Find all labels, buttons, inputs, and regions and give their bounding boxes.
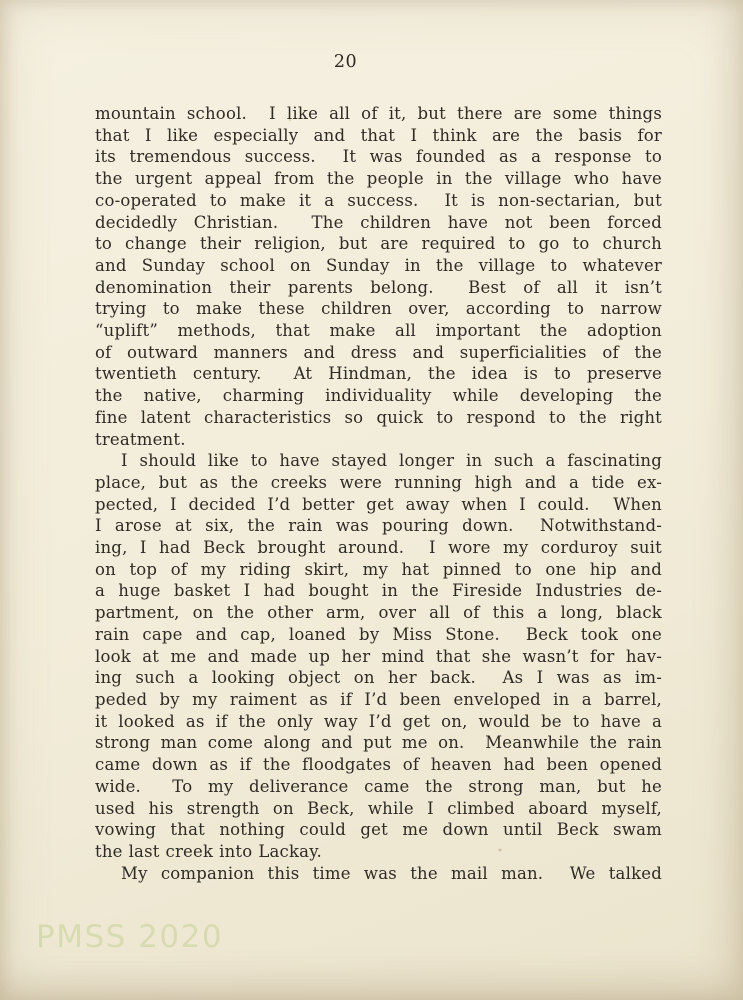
- text-line: pected, I decided I’d better get away when I could. When: [95, 494, 662, 514]
- text-line: fine latent characteristics so quick to respond to the right: [95, 407, 662, 427]
- text-line: its tremendous success. It was founded as a response to: [95, 147, 662, 167]
- text-line: of outward manners and dress and superficialities of the: [95, 342, 662, 362]
- text-line: “uplift” methods, that make all important the adoption: [95, 321, 662, 341]
- page-number: 20: [333, 52, 358, 72]
- text-line: co-operated to make it a success. It is non-sectarian, but: [95, 190, 662, 210]
- text-line: place, but as the creeks were running high and a tide ex-: [95, 472, 662, 492]
- text-line: a huge basket I had bought in the Fireside Industries de-: [95, 581, 662, 601]
- text-line: My companion this time was the mail man. We talked: [121, 863, 662, 883]
- text-line: strong man come along and put me on. Meanwhile the rain: [95, 733, 662, 753]
- text-line: rain cape and cap, loaned by Miss Stone. Beck took one: [95, 624, 662, 644]
- text-line: peded by my raiment as if I’d been enveloped in a barrel,: [95, 689, 662, 709]
- text-line: look at me and made up her mind that she wasn’t for hav-: [95, 646, 662, 666]
- text-line: it looked as if the only way I’d get on, would be to have a: [95, 711, 662, 731]
- paragraph: [95, 450, 662, 862]
- text-line: to change their religion, but are required to go to church: [95, 234, 662, 254]
- paragraph: [95, 103, 662, 450]
- text-line: decidedly Christian. The children have not been forced: [95, 212, 662, 232]
- text-line: ing, I had Beck brought around. I wore my corduroy suit: [95, 538, 662, 558]
- text-line: came down as if the floodgates of heaven had been opened: [95, 755, 662, 775]
- text-line: the last creek into Lackay.: [95, 841, 322, 861]
- paragraph: [95, 863, 662, 885]
- text-line: I should like to have stayed longer in such a fascinating: [121, 451, 662, 471]
- text-line: the urgent appeal from the people in the village who have: [95, 169, 662, 189]
- text-line: on top of my riding skirt, my hat pinned to one hip and: [95, 559, 662, 579]
- text-line: mountain school. I like all of it, but there are some things: [95, 104, 662, 123]
- text-line: partment, on the other arm, over all of this a long, black: [95, 603, 662, 623]
- text-line: vowing that nothing could get me down until Beck swam: [95, 820, 662, 840]
- text-line: and Sunday school on Sunday in the village to whatever: [95, 255, 662, 275]
- text-line: ing such a looking object on her back. As I was as im-: [95, 668, 662, 688]
- text-line: used his strength on Beck, while I climbed aboard myself,: [95, 798, 662, 818]
- text-line: I arose at six, the rain was pouring down. Notwithstand-: [95, 516, 662, 536]
- text-line: the native, charming individuality while developing the: [95, 386, 662, 406]
- text-line: twentieth century. At Hindman, the idea is to preserve: [95, 364, 662, 384]
- text-line: treatment.: [95, 429, 186, 449]
- text-line: that I like especially and that I think are the basis for: [95, 125, 662, 145]
- text-line: wide. To my deliverance came the strong man, but he: [95, 776, 662, 796]
- watermark: PMSS 2020: [36, 919, 224, 955]
- text-line: denomination their parents belong. Best of all it isn’t: [95, 277, 662, 297]
- body-text-block: [95, 103, 662, 884]
- text-line: trying to make these children over, according to narrow: [95, 299, 662, 319]
